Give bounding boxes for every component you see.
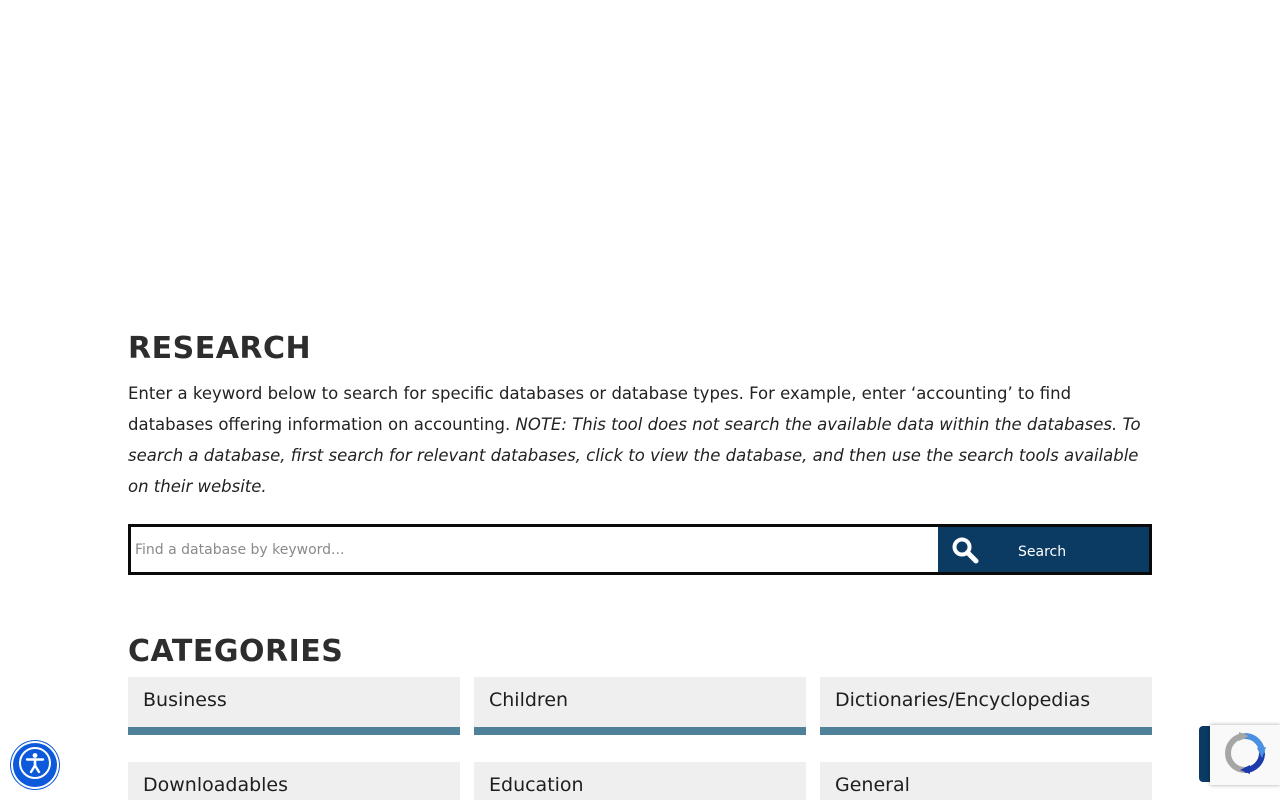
category-education[interactable]: Education	[474, 762, 806, 800]
search-icon	[950, 535, 980, 565]
category-general[interactable]: General	[820, 762, 1152, 800]
research-heading: RESEARCH	[128, 331, 312, 366]
category-dictionaries-encyclopedias[interactable]: Dictionaries/Encyclopedias	[820, 677, 1152, 735]
category-children[interactable]: Children	[474, 677, 806, 735]
intro-text: Enter a keyword below to search for specific databases or database types. For example, enter ‘accounting’ to find databases offering information on accounting.	[128, 384, 1072, 434]
accessibility-button[interactable]	[13, 743, 57, 787]
accessibility-icon	[18, 746, 52, 784]
search-button[interactable]	[938, 527, 1149, 572]
intro-note: NOTE: This tool does not search the available data within the databases. To search a database, first search for relevant databases, click to view the database, and then use the search tools available on their website.	[128, 415, 1141, 496]
recaptcha-badge[interactable]	[1210, 725, 1280, 785]
database-search-form	[128, 524, 1152, 575]
research-intro	[128, 378, 1152, 502]
category-business[interactable]: Business	[128, 677, 460, 735]
categories-grid	[128, 677, 1152, 800]
category-downloadables[interactable]: Downloadables	[128, 762, 460, 800]
database-search-input[interactable]	[131, 527, 938, 572]
search-button-label: Search	[1018, 543, 1067, 560]
research-section	[128, 330, 1152, 800]
categories-heading: CATEGORIES	[128, 634, 344, 669]
recaptcha-icon	[1222, 730, 1268, 780]
